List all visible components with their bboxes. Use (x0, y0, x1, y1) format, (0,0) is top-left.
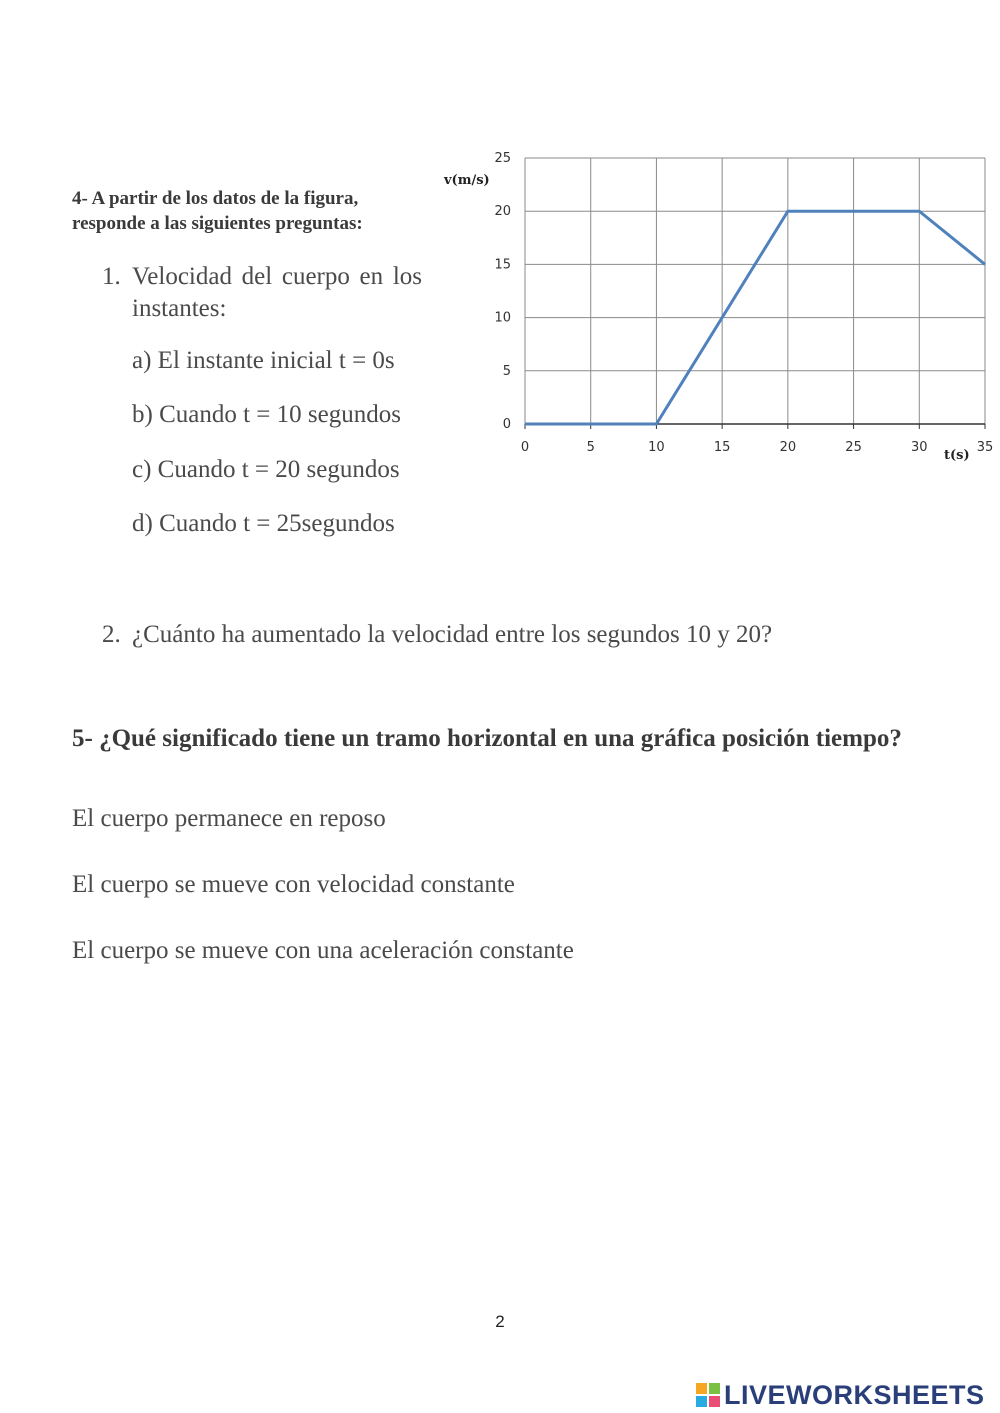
y-tick-label-5: 5 (502, 363, 511, 379)
item-2-text[interactable]: ¿Cuánto ha aumentado la velocidad entre los segundos 10 y 20? (132, 621, 773, 648)
y-tick-label-25: 25 (494, 151, 511, 166)
x-tick-label-15: 15 (713, 440, 731, 455)
choice-velocidad-constante[interactable]: El cuerpo se mueve con velocidad constante (72, 871, 515, 898)
chart-ticks (494, 151, 993, 455)
x-tick-label-30: 30 (911, 440, 928, 455)
y-tick-label-15: 15 (494, 257, 511, 273)
item-2-number: 2. (102, 621, 121, 648)
y-tick-label-10: 10 (494, 310, 511, 326)
chart-y-axis-label: v(m/s) (444, 173, 490, 188)
option-a[interactable]: a) El instante inicial t = 0s (132, 347, 395, 374)
option-d[interactable]: d) Cuando t = 25segundos (132, 510, 395, 537)
option-c[interactable]: c) Cuando t = 20 segundos (132, 456, 400, 483)
question-4-intro-line-1: 4- A partir de los datos de la figura, (72, 188, 359, 209)
x-tick-label-35: 35 (976, 440, 994, 455)
option-b[interactable]: b) Cuando t = 10 segundos (132, 401, 401, 428)
x-tick-label-20: 20 (779, 440, 797, 455)
y-tick-label-20: 20 (494, 204, 511, 220)
velocity-time-chart (0, 0, 1000, 500)
brand-name: LIVEWORKSHEETS (724, 1379, 985, 1410)
item-1-text: Velocidad del cuerpo en los instantes: (132, 263, 422, 322)
x-tick-label-0: 0 (520, 440, 530, 455)
choice-reposo[interactable]: El cuerpo permanece en reposo (72, 805, 386, 832)
x-tick-label-5: 5 (586, 440, 595, 455)
question-4-intro-line-2: responde a las siguientes preguntas: (72, 213, 363, 234)
x-tick-label-10: 10 (648, 440, 665, 455)
x-tick-label-25: 25 (845, 440, 862, 455)
y-tick-label-0: 0 (502, 417, 511, 432)
choice-aceleracion-constante[interactable]: El cuerpo se mueve con una aceleración constante (72, 937, 574, 964)
chart-grid (525, 158, 985, 424)
brand-logo-icon (696, 1383, 720, 1407)
brand-logo[interactable] (696, 1378, 985, 1412)
item-1-number: 1. (102, 263, 121, 290)
page-number: 2 (495, 1312, 505, 1331)
chart-x-axis-label: t(s) (944, 448, 970, 463)
question-5-title: 5- ¿Qué significado tiene un tramo horizontal en una gráfica posición tiempo? (72, 725, 902, 752)
